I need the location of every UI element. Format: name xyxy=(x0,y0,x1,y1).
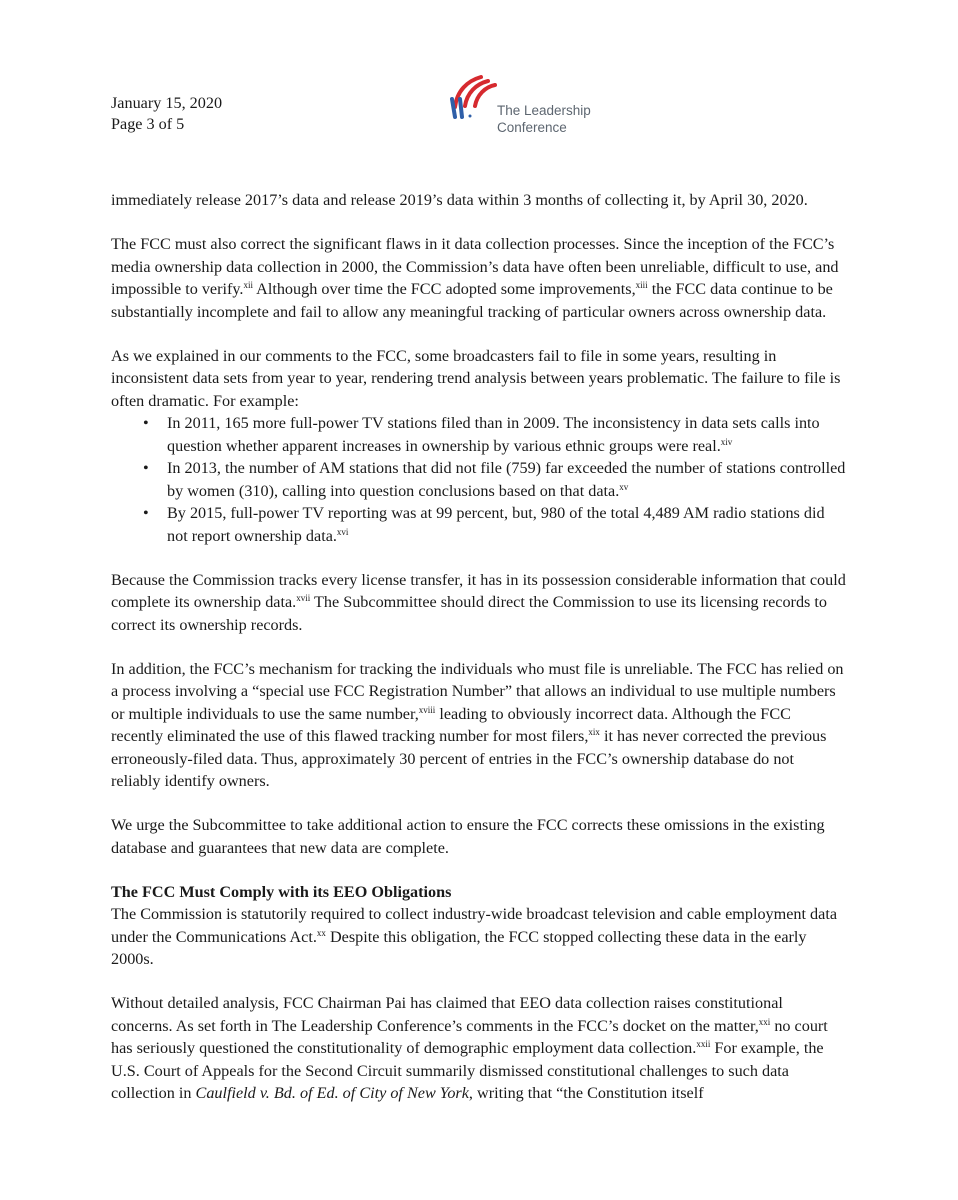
letter-body xyxy=(111,189,846,1126)
logo-line-1: The Leadership xyxy=(497,103,591,118)
logo-text xyxy=(497,102,591,136)
list-item: • In 2011, 165 more full-power TV stations filed than in 2009. The inconsistency in data sets calls into question whether apparent increases in ownership by various ethnic groups were real.$^{xiv}$ xyxy=(167,412,846,457)
paragraph-1: immediately release 2017’s data and release 2019’s data within 3 months of collecting it, by April 30, 2020. xyxy=(111,191,808,209)
footnote-ref: xix xyxy=(588,727,600,737)
list-item: • In 2013, the number of AM stations that did not file (759) far exceeded the number of stations controlled by women (310), calling into question conclusions based on that data.$^{xv}$ xyxy=(167,457,846,502)
paragraph-5: In addition, the FCC’s mechanism for tracking the individuals who must file is unreliable. The FCC has relied on a process involving a “special use FCC Registration Number” that allows an individual to use multiple numbers or multiple individuals to use the same number,$^{xviii}$ leading to obviously incorrect data. Although the FCC recently eliminated the use of this flawed tracking number for most filers,$^{xix}$ it has never corrected the previous erroneously-filed data. Thus, approximately 30 percent of entries in the FCC’s ownership database do not reliably identify owners. xyxy=(111,659,844,790)
leadership-conference-logo xyxy=(443,73,613,135)
paragraph-4: Because the Commission tracks every license transfer, it has in its possession considerable information that could complete its ownership data.$^{xvii}$ The Subcommittee should direct the Commission to use its licensing records to correct its ownership records. xyxy=(111,570,846,634)
list-item: • By 2015, full-power TV reporting was at 99 percent, but, 980 of the total 4,489 AM radio stations did not report ownership data.$^{xvi}$ xyxy=(167,502,846,547)
footnote-ref: xviii xyxy=(418,704,436,715)
example-list xyxy=(111,412,846,547)
logo-line-2: Conference xyxy=(497,120,567,135)
footnote-ref: xiii xyxy=(635,280,648,290)
paragraph-3: As we explained in our comments to the FCC, some broadcasters fail to file in some years, resulting in inconsistent data sets from year to year, rendering trend analysis between years problematic. The failure to file is often dramatic. For example: xyxy=(111,346,841,410)
footnote-ref: xvi xyxy=(336,526,349,537)
letter-date: January 15, 2020 xyxy=(111,94,223,112)
paragraph-2: The FCC must also correct the significant flaws in it data collection processes. Since the inception of the FCC’s media ownership data collection in 2000, the Commission’s data have often been unreliable, difficult to use, and impossible to verify.$^{xii}$ Although over time the FCC adopted some improvements,$^{xiii}$ the FCC data continue to be substantially incomplete and fail to allow any meaningful tracking of particular owners across ownership data. xyxy=(111,235,839,321)
page-number: Page 3 of 5 xyxy=(111,115,185,133)
paragraph-7: The Commission is statutorily required to collect industry-wide broadcast television and cable employment data under the Communications Act.$^{xx}$ Despite this obligation, the FCC stopped collecting these data in the early 2000s. xyxy=(111,905,838,968)
footnote-ref: xxi xyxy=(758,1016,771,1027)
footnote-ref: xv xyxy=(619,481,629,492)
paragraph-8: Without detailed analysis, FCC Chairman Pai has claimed that EEO data collection raises constitutional concerns. As set forth in The Leadership Conference’s comments in the FCC’s docket on the matter,$^{xxi}$ no court has seriously questioned the constitutionality of demographic employment data collection.$^{xxii}$ For example, the U.S. Court of Appeals for the Second Circuit summarily dismissed constitutional challenges to such data collection in Caulfield v. Bd. of Ed. of City of New York, writing that “the Constitution itself xyxy=(111,994,828,1102)
footnote-ref: xx xyxy=(316,927,326,938)
section-heading: The FCC Must Comply with its EEO Obligations xyxy=(111,882,452,901)
footnote-ref: xiv xyxy=(720,436,733,447)
footnote-ref: xxii xyxy=(696,1039,711,1049)
logo-mark-icon xyxy=(443,73,505,119)
paragraph-6: We urge the Subcommittee to take additional action to ensure the FCC corrects these omissions in the existing database and guarantees that new data are complete. xyxy=(111,816,825,857)
footnote-ref: xvii xyxy=(296,593,311,603)
footnote-ref: xii xyxy=(243,280,253,290)
letter-header xyxy=(111,93,222,135)
case-citation: Caulfield v. Bd. of Ed. of City of New York xyxy=(195,1084,469,1102)
